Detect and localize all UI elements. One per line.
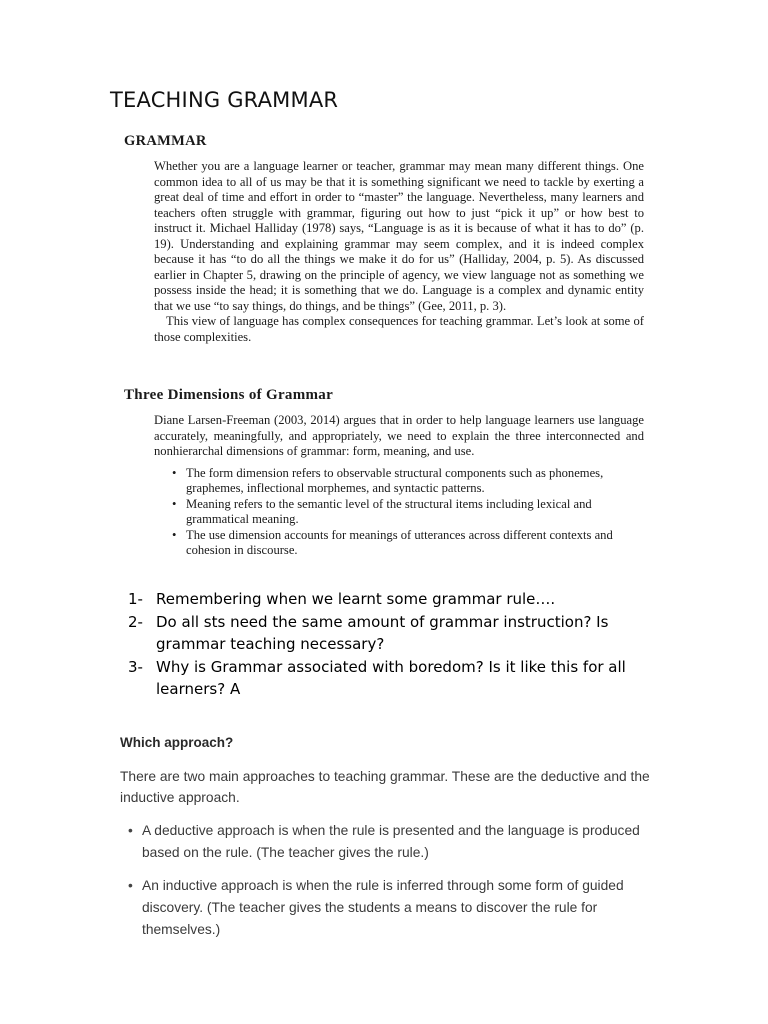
question-number: 1- [128, 590, 143, 608]
book-excerpt-grammar [124, 133, 644, 345]
paragraph: Diane Larsen-Freeman (2003, 2014) argues that in order to help language learners use language accurately, meaningfully, and appropriately, we need to explain the three interconnected and nonhierarchal dimensions of grammar: form, meaning, and use. [154, 413, 644, 458]
question-item [128, 611, 648, 656]
dimensions-list [124, 466, 644, 559]
paragraph: This view of language has complex consequences for teaching grammar. Let’s look at some of those complexities. [154, 314, 644, 344]
list-item: • The use dimension accounts for meanings of utterances across different contexts and cohesion in discourse. [186, 528, 644, 559]
list-item: • The form dimension refers to observable structural components such as phonemes, graphemes, inflectional morphemes, and syntactic patterns. [186, 466, 644, 497]
approach-list [120, 820, 660, 941]
question-item [128, 588, 648, 611]
discussion-questions [128, 588, 648, 701]
question-number: 3- [128, 657, 143, 676]
list-item: • Meaning refers to the semantic level of the structural items including lexical and grammatical meaning. [186, 497, 644, 528]
page-title: TEACHING GRAMMAR [110, 88, 339, 112]
question-item [128, 656, 648, 701]
list-item: • An inductive approach is when the rule is inferred through some form of guided discovery. (The teacher gives the students a means to discover the rule for themselves.) [142, 875, 660, 941]
question-text: Remembering when we learnt some grammar rule…. [156, 590, 556, 608]
section-heading: Which approach? [120, 735, 234, 750]
book-excerpt-dimensions [124, 387, 644, 559]
list-item: • A deductive approach is when the rule is presented and the language is produced based on the rule. (The teacher gives the rule.) [142, 820, 660, 864]
question-text: Why is Grammar associated with boredom? Is it like this for all learners? A [156, 657, 626, 698]
section-heading: Three Dimensions of Grammar [124, 387, 334, 403]
paragraph: There are two main approaches to teaching grammar. These are the deductive and the inductive approach. [120, 769, 650, 805]
question-number: 2- [128, 612, 143, 631]
paragraph: Whether you are a language learner or teacher, grammar may mean many different things. One common idea to all of us may be that it is something significant we need to tackle by exerting a great deal of time and effort in order to “master” the language. Nevertheless, many learners and teachers often struggle with grammar, figuring out how to just “pick it up” or how best to instruct it. Michael Halliday (1978) says, “Language is as it is because of what it has to do” (p. 19). Understanding and explaining grammar may seem complex, and it is indeed complex because it has “to do all the things we make it do for us” (Halliday, 2004, p. 5). As discussed earlier in Chapter 5, drawing on the principle of agency, we view language not as something we possess inside the head; it is something that we do. Language is a complex and dynamic entity that we use “to say things, do things, and be things” (Gee, 2011, p. 3). [154, 159, 644, 313]
web-excerpt-approach [120, 735, 660, 952]
question-text: Do all sts need the same amount of grammar instruction? Is grammar teaching necessary? [156, 612, 609, 653]
section-heading: GRAMMAR [124, 133, 207, 149]
